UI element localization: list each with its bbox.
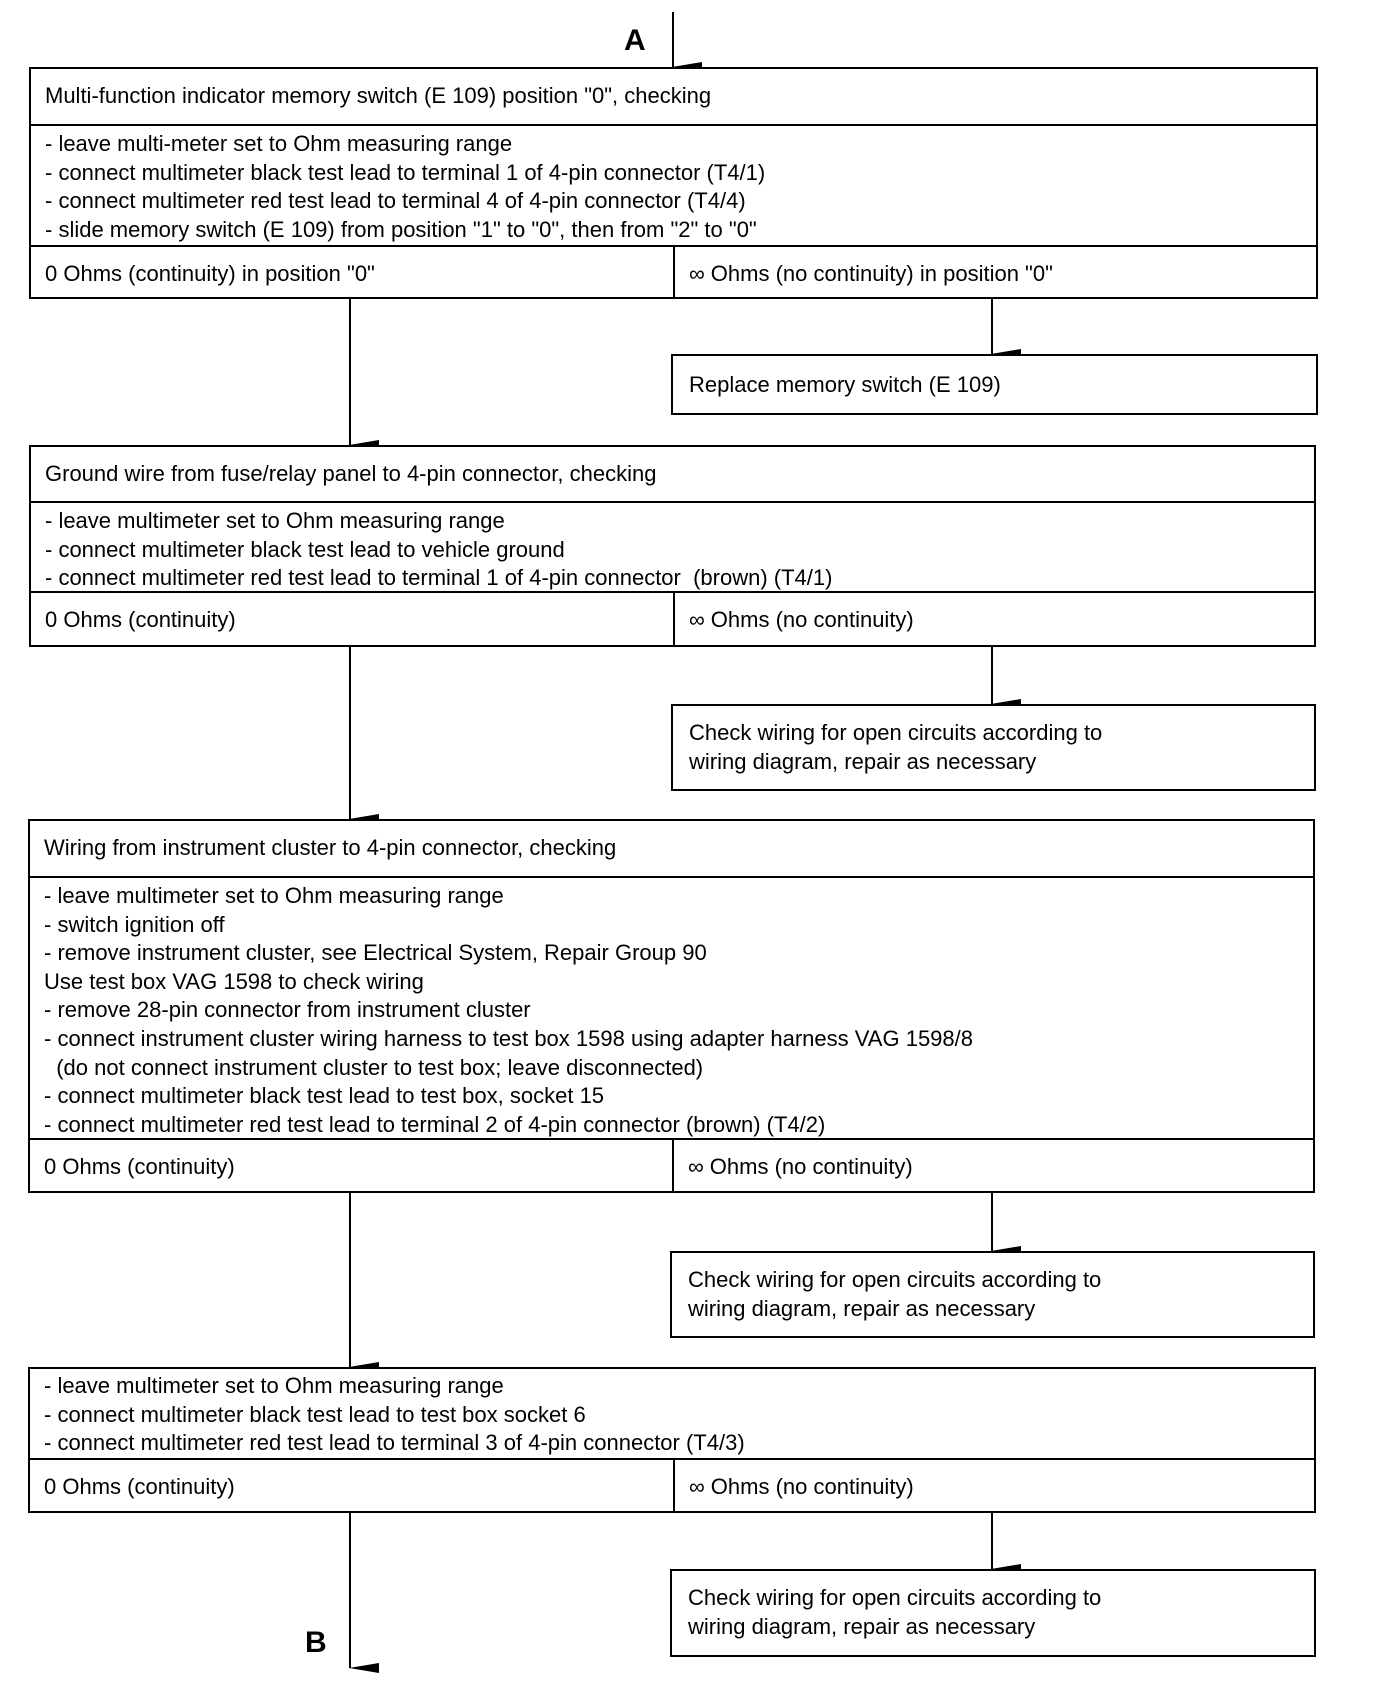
step-2-fail-action-text (673, 706, 1314, 776)
step-4-results (30, 1458, 1314, 1511)
step-3-result-fail: ∞ Ohms (no continuity) (672, 1140, 1313, 1191)
step-3-detail: Use test box VAG 1598 to check wiring (44, 968, 424, 994)
step-4-result-fail: ∞ Ohms (no continuity) (673, 1460, 1314, 1511)
action-line: Check wiring for open circuits according to (688, 1267, 1102, 1292)
step-2-result-pass: 0 Ohms (continuity) (45, 607, 236, 632)
action-line: wiring diagram, repair as necessary (688, 1296, 1036, 1321)
step-3-detail: - connect multimeter black test lead to test box, socket 15 (44, 1083, 605, 1109)
step-2-detail: - connect multimeter black test lead to vehicle ground (45, 536, 565, 562)
connector-label-b: B (305, 1626, 327, 1659)
step-2-result-fail: ∞ Ohms (no continuity) (673, 593, 1314, 645)
step-2-box (29, 445, 1316, 647)
step-3-detail: - switch ignition off (44, 911, 225, 937)
step-4-details (30, 1369, 1314, 1458)
step-4-detail: - connect multimeter red test lead to terminal 3 of 4-pin connector (T4/3) (44, 1430, 745, 1456)
step-1-box (29, 67, 1318, 299)
step-4-fail-action (670, 1569, 1316, 1657)
step-1-fail-action-text (673, 356, 1316, 399)
step-4-detail: - leave multimeter set to Ohm measuring range (44, 1373, 504, 1398)
step-3-detail: - leave multimeter set to Ohm measuring range (44, 883, 504, 908)
step-3-title: Wiring from instrument cluster to 4-pin connector, checking (44, 835, 617, 860)
step-3-fail-action (670, 1251, 1315, 1338)
step-3-detail: - connect instrument cluster wiring harness to test box 1598 using adapter harness VAG 1598/8 (44, 1025, 973, 1051)
action-line: Check wiring for open circuits according to (688, 1585, 1102, 1610)
step-1-details (31, 124, 1316, 245)
step-2-title: Ground wire from fuse/relay panel to 4-pin connector, checking (45, 461, 657, 486)
step-3-detail: - remove instrument cluster, see Electrical System, Repair Group 90 (44, 940, 707, 966)
step-2-fail-action (671, 704, 1316, 791)
step-1-detail: - connect multimeter black test lead to terminal 1 of 4-pin connector (T4/1) (45, 159, 766, 185)
step-1-result-pass: 0 Ohms (continuity) in position "0" (45, 261, 375, 286)
step-2-detail: - connect multimeter red test lead to terminal 1 of 4-pin connector (brown) (T4/1) (45, 565, 833, 591)
connector-label-a: A (624, 24, 646, 57)
step-1-result-fail: ∞ Ohms (no continuity) in position "0" (673, 247, 1316, 297)
step-4-result-pass: 0 Ohms (continuity) (44, 1474, 235, 1499)
step-1-title: Multi-function indicator memory switch (E 109) position "0", checking (45, 83, 712, 108)
action-line: Replace memory switch (E 109) (689, 372, 1001, 397)
step-3-results (30, 1138, 1313, 1191)
step-4-detail: - connect multimeter black test lead to test box socket 6 (44, 1401, 586, 1427)
action-line: wiring diagram, repair as necessary (689, 749, 1037, 774)
step-3-detail: - connect multimeter red test lead to terminal 2 of 4-pin connector (brown) (T4/2) (44, 1111, 826, 1137)
step-3-detail: (do not connect instrument cluster to test box; leave disconnected) (44, 1054, 704, 1080)
step-1-detail: - slide memory switch (E 109) from position "1" to "0", then from "2" to "0" (45, 216, 757, 242)
step-1-fail-action (671, 354, 1318, 415)
step-3-fail-action-text (672, 1253, 1313, 1323)
step-1-results (31, 245, 1316, 297)
step-1-detail: - connect multimeter red test lead to terminal 4 of 4-pin connector (T4/4) (45, 188, 746, 214)
step-4-fail-action-text (672, 1571, 1314, 1641)
step-1-detail: - leave multi-meter set to Ohm measuring range (45, 131, 513, 156)
step-2-details (31, 501, 1314, 591)
action-line: wiring diagram, repair as necessary (688, 1614, 1036, 1639)
step-3-details (30, 876, 1313, 1138)
step-4-box (28, 1367, 1316, 1513)
step-2-detail: - leave multimeter set to Ohm measuring range (45, 508, 505, 533)
action-line: Check wiring for open circuits according to (689, 720, 1103, 745)
step-2-results (31, 591, 1314, 645)
step-3-result-pass: 0 Ohms (continuity) (44, 1154, 235, 1179)
step-3-detail: - remove 28-pin connector from instrument cluster (44, 997, 531, 1023)
step-3-box (28, 819, 1315, 1193)
